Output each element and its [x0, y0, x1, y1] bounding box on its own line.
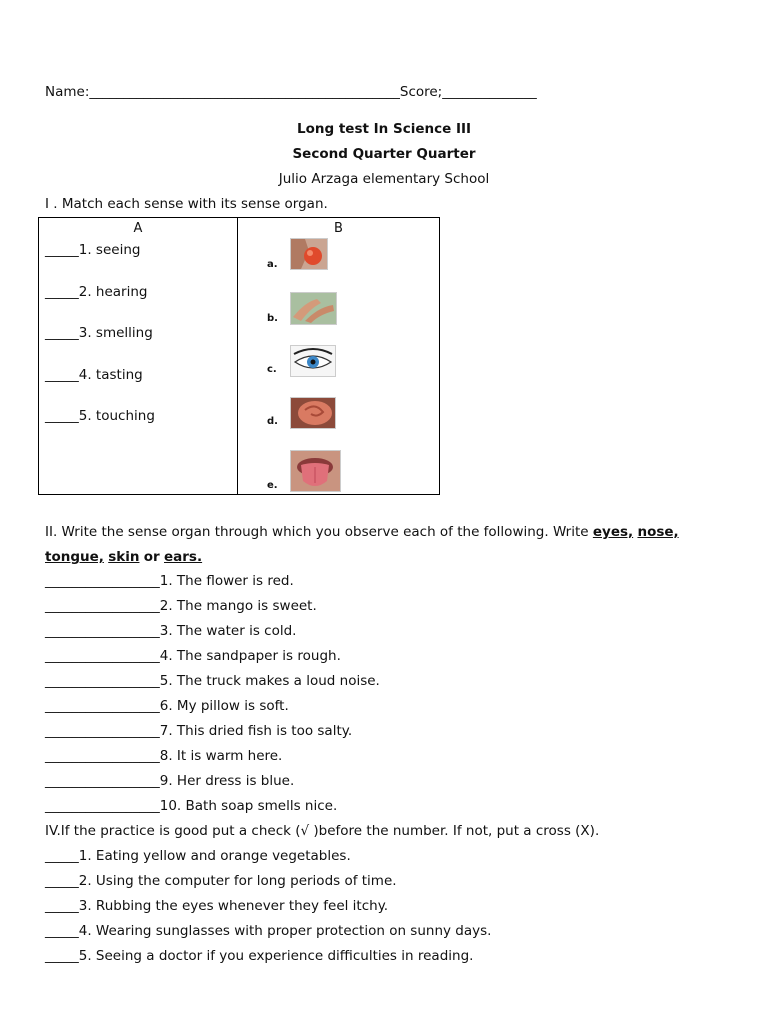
matching-table — [38, 217, 440, 495]
column-b — [238, 218, 440, 495]
option-nose: nose, — [637, 524, 679, 540]
eye-picture — [290, 345, 336, 377]
option-skin: skin — [108, 549, 140, 565]
nose-picture — [290, 238, 328, 270]
part2-item-9[interactable]: _________________9. Her dress is blue. — [45, 773, 295, 789]
match-item-seeing[interactable]: _____1. seeing — [45, 242, 141, 258]
ear-picture — [290, 397, 336, 429]
part4-item-2[interactable]: _____2. Using the computer for long periods of time. — [45, 873, 397, 889]
tongue-picture — [290, 450, 341, 492]
option-eyes: eyes, — [592, 524, 634, 540]
option-e-label: e. — [267, 480, 278, 491]
match-item-tasting[interactable]: _____4. tasting — [45, 367, 143, 383]
match-item-touching[interactable]: _____5. touching — [45, 408, 155, 424]
hands-picture — [290, 292, 337, 325]
option-c-label: c. — [267, 364, 277, 375]
match-item-smelling[interactable]: _____3. smelling — [45, 325, 153, 341]
part2-item-1[interactable]: _________________1. The flower is red. — [45, 573, 294, 589]
column-a — [39, 218, 238, 495]
part2-item-7[interactable]: _________________7. This dried fish is too salty. — [45, 723, 353, 739]
part2-item-3[interactable]: _________________3. The water is cold. — [45, 623, 297, 639]
column-a-header: A — [133, 221, 143, 236]
part2-item-10[interactable]: _________________10. Bath soap smells nice. — [45, 798, 338, 814]
part2-item-4[interactable]: _________________4. The sandpaper is rough. — [45, 648, 341, 664]
part4-item-3[interactable]: _____3. Rubbing the eyes whenever they feel itchy. — [45, 898, 389, 914]
match-item-hearing[interactable]: _____2. hearing — [45, 284, 148, 300]
option-ears: ears. — [164, 549, 203, 565]
school-name: Julio Arzaga elementary School — [278, 171, 490, 187]
option-d-label: d. — [267, 416, 278, 427]
part1-instruction: I . Match each sense with its sense organ. — [45, 196, 328, 212]
test-title: Long test In Science III — [296, 121, 472, 137]
part2-item-5[interactable]: _________________5. The truck makes a loud noise. — [45, 673, 380, 689]
part4-item-5[interactable]: _____5. Seeing a doctor if you experience difficulties in reading. — [45, 948, 474, 964]
or-word: or — [143, 549, 160, 565]
part2-item-2[interactable]: _________________2. The mango is sweet. — [45, 598, 317, 614]
part2-instruction-line2 — [45, 549, 202, 565]
part4-item-1[interactable]: _____1. Eating yellow and orange vegetables. — [45, 848, 351, 864]
option-tongue: tongue, — [45, 549, 104, 565]
option-b-label: b. — [267, 313, 278, 324]
part4-instruction: IV.If the practice is good put a check (√ )before the number. If not, put a cross (X). — [45, 823, 600, 839]
test-subtitle: Second Quarter Quarter — [292, 146, 476, 162]
name-score-line[interactable]: Name:______________________________________________Score;______________ — [45, 84, 537, 100]
part2-instruction — [45, 524, 679, 540]
part2-item-8[interactable]: _________________8. It is warm here. — [45, 748, 283, 764]
column-b-header: B — [334, 221, 343, 236]
part2-instruction-text: II. Write the sense organ through which you observe each of the following. Write — [45, 524, 593, 540]
part2-item-6[interactable]: _________________6. My pillow is soft. — [45, 698, 289, 714]
option-a-label: a. — [267, 259, 278, 270]
part4-item-4[interactable]: _____4. Wearing sunglasses with proper protection on sunny days. — [45, 923, 492, 939]
